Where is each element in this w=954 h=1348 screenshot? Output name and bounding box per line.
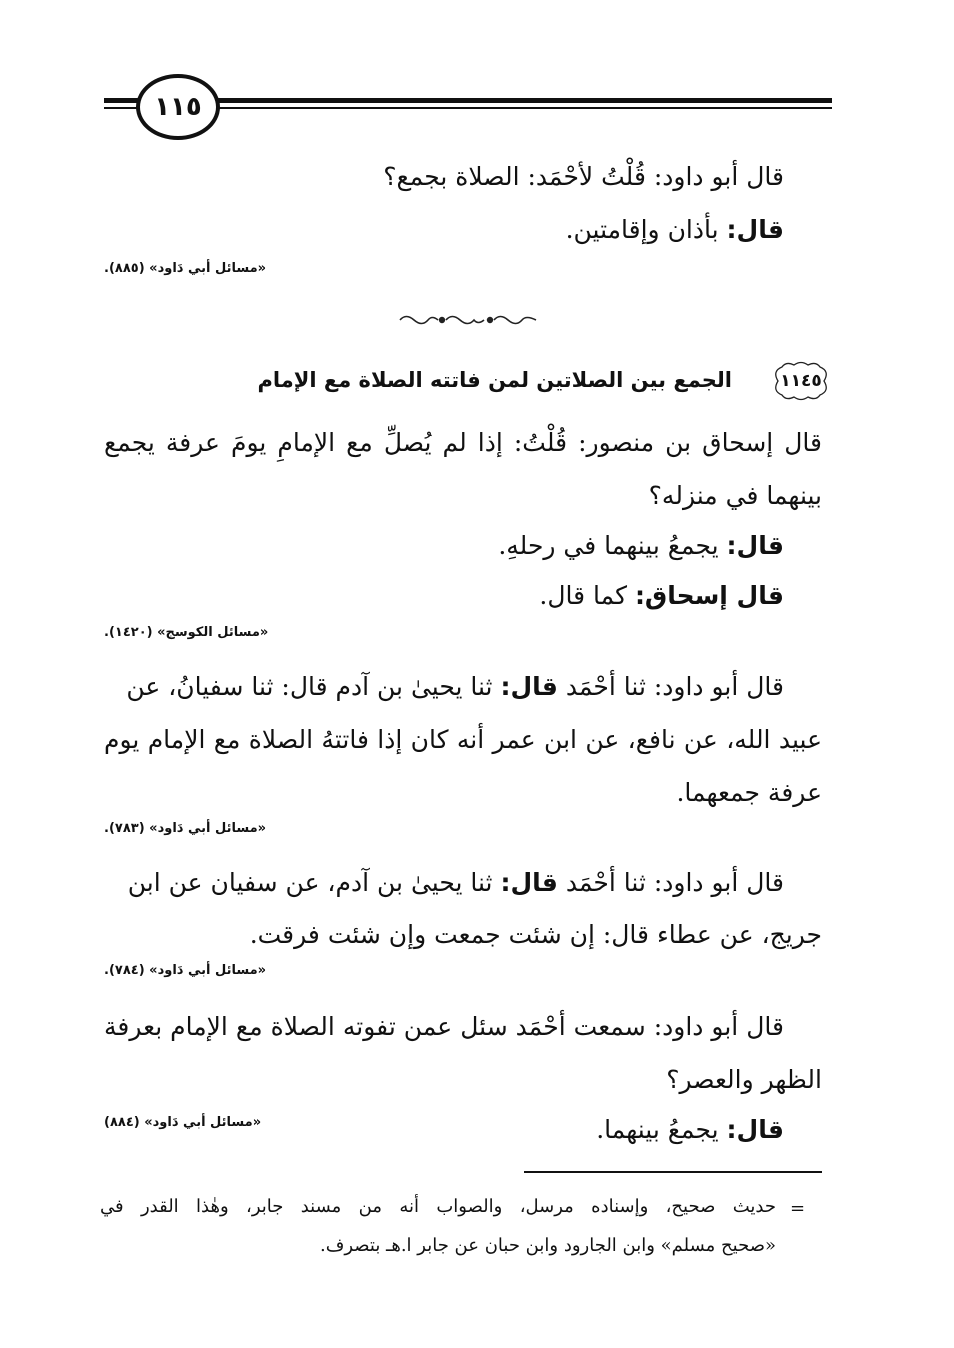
- chapter-number-badge: [770, 360, 832, 402]
- text-line: عرفة جمعهما.: [676, 778, 822, 807]
- answer-line: [566, 213, 784, 247]
- text-line: قال أبو داود: سمعت أحْمَد سئل عمن تفوته الصلاة مع الإمام بعرفة: [104, 1012, 784, 1041]
- answer-line: [596, 1113, 784, 1147]
- answer-line: [539, 579, 784, 613]
- text-line: [126, 670, 784, 704]
- answer-text: يجمعُ بينهما في رحلهِ.: [498, 531, 719, 560]
- reference: «مسائل الكوسج» (١٤٢٠).: [104, 625, 269, 640]
- text-fragment: ثنا يحيىٰ بن آدم قال: ثنا سفيانُ، عن: [126, 672, 493, 701]
- answer-text: يجمعُ بينهما.: [596, 1115, 719, 1144]
- ornament-divider-icon: [396, 312, 542, 328]
- answer-text: كما قال.: [539, 581, 627, 610]
- text-line: الظهر والعصر؟: [666, 1065, 822, 1094]
- reference: «مسائل أبي دَاود» (٧٨٣).: [104, 821, 267, 836]
- answer-label: قال:: [726, 1115, 784, 1144]
- footnote-marker: =: [790, 1198, 806, 1219]
- page-number: ١١٥: [136, 74, 220, 140]
- text-line: [128, 866, 784, 900]
- chapter-number: ١١٤٥: [780, 371, 822, 391]
- text-line: بينهما في منزله؟: [648, 481, 822, 510]
- answer-label: قال:: [726, 215, 784, 244]
- bold-label: قال:: [500, 868, 558, 897]
- answer-line: [498, 529, 784, 563]
- text-line: قال إسحاق بن منصور: قُلْتُ: إذا لم يُصلِّ مع الإمامِ يومَ عرفة يجمع: [104, 428, 822, 457]
- reference: «مسائل أبي دَاود» (٧٨٤).: [104, 963, 267, 978]
- footnote-line: «صحيح مسلم» وابن الجارود وابن حبان عن جابر ا.هـ بتصرف.: [319, 1235, 776, 1256]
- text-line: عبيد الله، عن نافع، عن ابن عمر أنه كان إذا فاتتهُ الصلاة مع الإمام يوم: [104, 725, 822, 754]
- text-fragment: قال أبو داود: ثنا أحْمَد: [565, 672, 784, 701]
- answer-label: قال إسحاق:: [634, 581, 784, 610]
- text-line: جريج، عن عطاء قال: إن شئت جمعت وإن شئت فرقت.: [249, 920, 822, 949]
- text-line: قال أبو داود: قُلْتُ لأحْمَد: الصلاة بجمع؟: [383, 162, 784, 191]
- text-fragment: قال أبو داود: ثنا أحْمَد: [565, 868, 784, 897]
- bold-label: قال:: [500, 672, 558, 701]
- reference: «مسائل أبي دَاود» (٨٨٤): [104, 1115, 262, 1130]
- answer-text: بأذان وإقامتين.: [565, 215, 719, 244]
- text-fragment: ثنا يحيىٰ بن آدم، عن سفيان عن ابن: [127, 868, 493, 897]
- footnote-rule: [524, 1171, 822, 1173]
- answer-label: قال:: [726, 531, 784, 560]
- reference: «مسائل أبي دَاود» (٨٨٥).: [104, 261, 267, 276]
- chapter-title: الجمع بين الصلاتين لمن فاتته الصلاة مع الإمام: [257, 368, 732, 392]
- footnote-line: حديث صحيح، وإسناده مرسل، والصواب أنه من مسند جابر، وهٰذا القدر في: [100, 1196, 776, 1217]
